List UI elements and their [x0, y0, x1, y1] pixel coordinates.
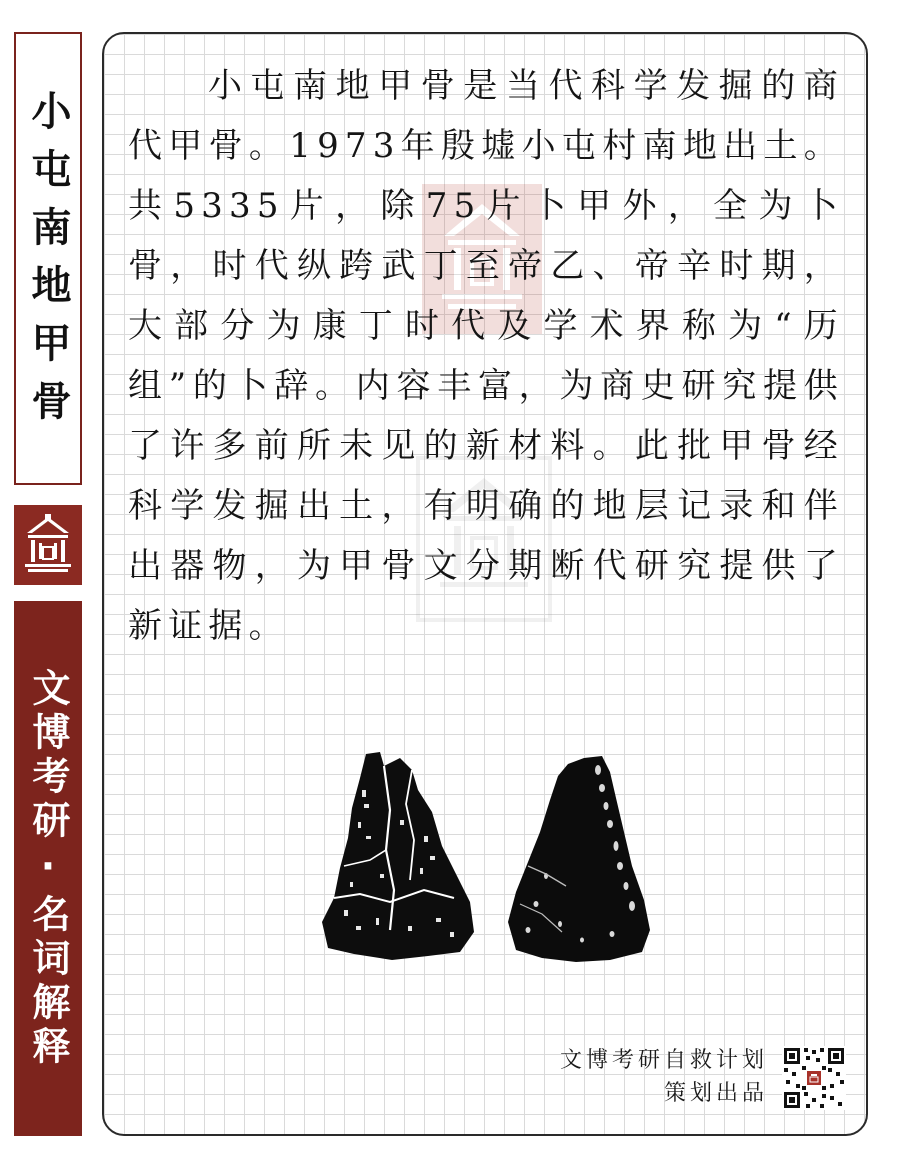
credit-block: [560, 1044, 768, 1110]
page-title: 小屯南地甲骨: [25, 89, 71, 438]
article-body: 小屯南地甲骨是当代科学发掘的商代甲骨。1973年殷墟小屯村南地出土。共5335片，除75片卜甲外，全为卜骨，时代纵跨武丁至帝乙、帝辛时期，大部分为康丁时代及学术界称为“历组”的卜辞。内容丰富，为商史研究提供了许多前所未见的新材料。此批甲骨经科学发掘出土，有明确的地层记录和伴出器物，为甲骨文分期断代研究提供了新证据。: [128, 66, 844, 646]
grid-paper-card: [102, 32, 868, 1136]
credit-line-1: 文博考研自救计划: [559, 1048, 768, 1073]
qr-code-icon[interactable]: [782, 1046, 846, 1110]
credit-line-2: 策划出品: [663, 1081, 768, 1106]
series-banner: [14, 601, 82, 1136]
oracle-bone-rubbing-back: [506, 754, 652, 964]
title-box: [14, 32, 82, 485]
museum-seal-icon: [14, 505, 82, 585]
series-title: 文博考研·名词解释: [26, 667, 70, 1070]
oracle-bone-rubbing-front: [320, 750, 478, 962]
